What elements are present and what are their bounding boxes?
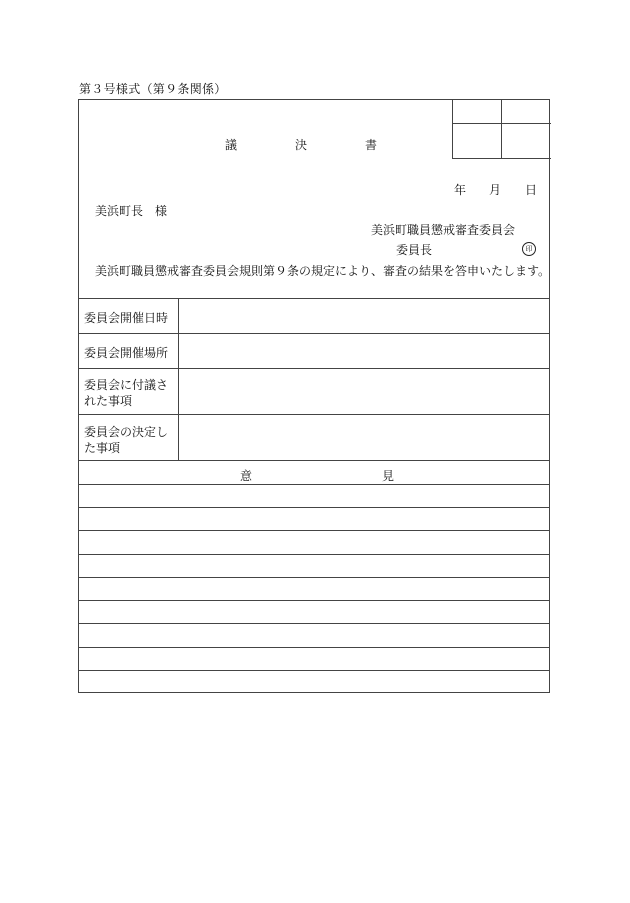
row-label-datetime: 委員会開催日時 — [84, 311, 169, 325]
date-day: 日 — [525, 183, 538, 197]
opinion-header-char-2: 見 — [382, 469, 395, 483]
title-char-2: 決 — [295, 138, 308, 152]
approval-stamp-grid — [452, 100, 551, 159]
date-year: 年 — [454, 183, 467, 197]
chair-label: 委員長 — [396, 243, 433, 257]
form-number-label: 第３号様式（第９条関係） — [79, 82, 227, 96]
row-label-matters-l2: れた事項 — [84, 394, 133, 408]
row-value-matters[interactable] — [179, 369, 550, 414]
row-value-place[interactable] — [179, 334, 550, 368]
row-label-place: 委員会開催場所 — [84, 346, 169, 360]
title-char-1: 議 — [225, 138, 238, 152]
opinion-header-char-1: 意 — [240, 469, 253, 483]
row-label-decision-l2: た事項 — [84, 441, 121, 455]
title-char-3: 書 — [365, 138, 378, 152]
opinion-area[interactable] — [79, 485, 550, 693]
row-label-matters-l1: 委員会に付議さ — [84, 378, 169, 392]
row-value-datetime[interactable] — [179, 299, 550, 333]
row-label-decision-l1: 委員会の決定し — [84, 425, 169, 439]
committee-name: 美浜町職員懲戒審査委員会 — [371, 223, 516, 237]
addressee: 美浜町長 様 — [95, 204, 168, 218]
row-value-decision[interactable] — [179, 415, 550, 460]
date-month: 月 — [489, 183, 502, 197]
body-text: 美浜町職員懲戒審査委員会規則第９条の規定により、審査の結果を答申いたします。 — [95, 264, 551, 278]
seal-mark: 印 — [522, 240, 536, 256]
resolution-form — [78, 99, 550, 693]
